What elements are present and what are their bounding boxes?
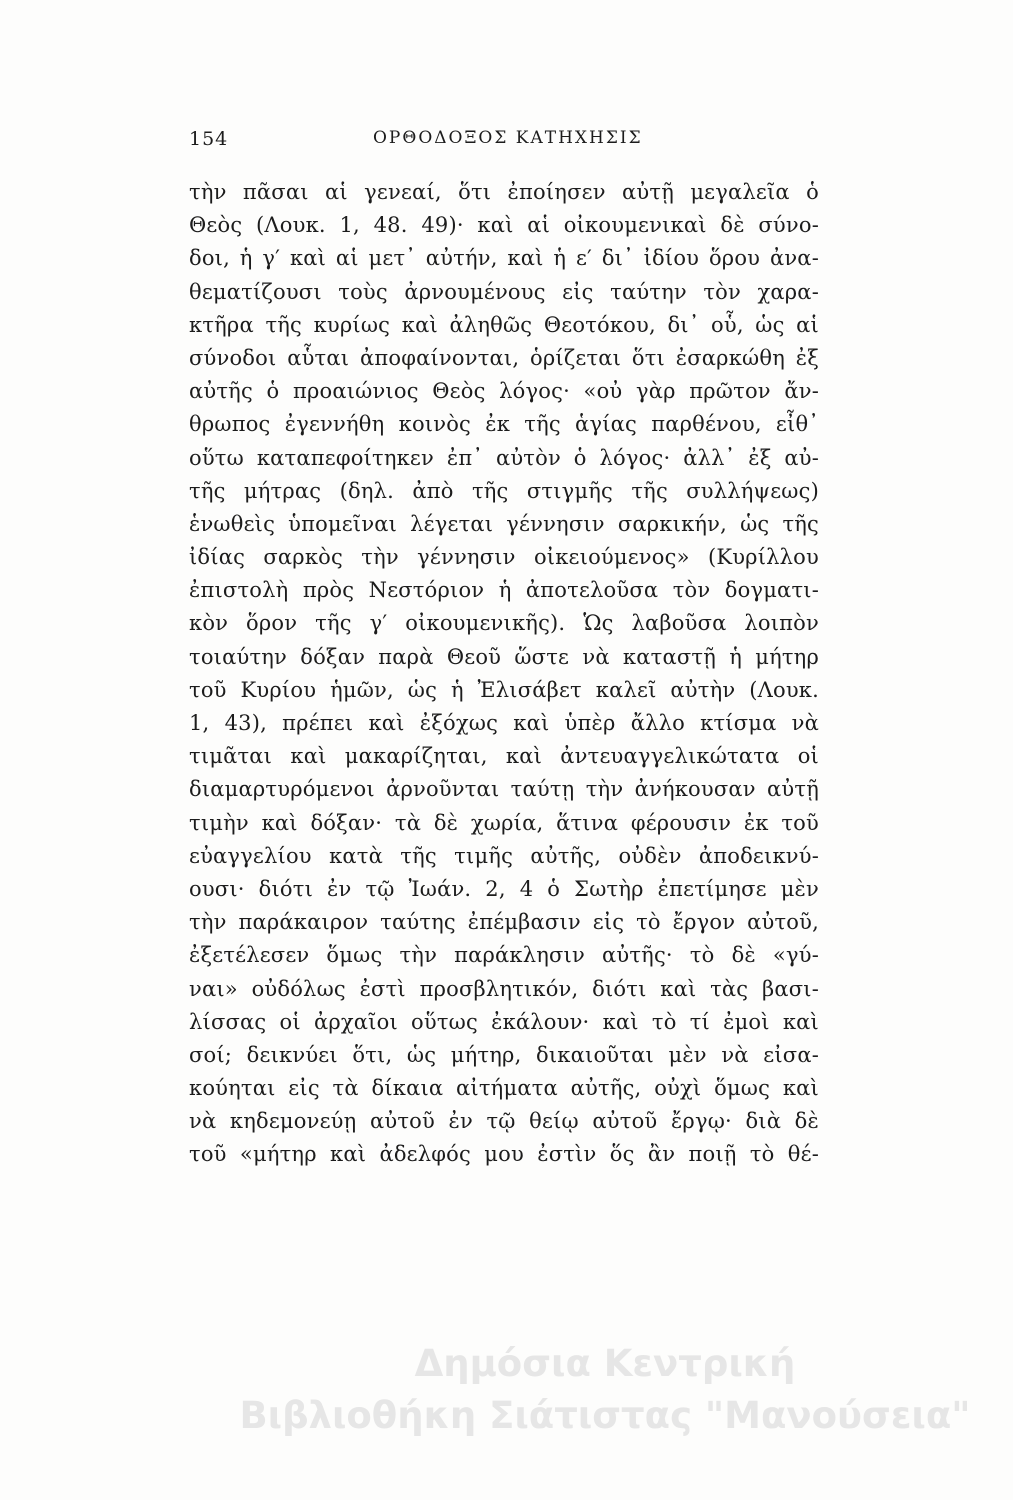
text-line: τιμᾶται καὶ μακαρίζηται, καὶ ἀντευαγγελικώτατα οἱ (189, 744, 819, 769)
text-line: αὐτῆς ὁ προαιώνιος Θεὸς λόγος· «οὐ γὰρ πρῶτον ἄν- (189, 379, 819, 404)
text-line: σοί; δεικνύει ὅτι, ὡς μήτηρ, δικαιοῦται μὲν νὰ εἰσα- (189, 1042, 819, 1067)
text-line: τῆς μήτρας (δηλ. ἀπὸ τῆς στιγμῆς τῆς συλλήψεως) (189, 478, 819, 503)
library-watermark (225, 1338, 985, 1442)
text-line: εὐαγγελίου κατὰ τῆς τιμῆς αὐτῆς, οὐδὲν ἀποδεικνύ- (189, 843, 819, 868)
text-line: τοῦ Κυρίου ἡμῶν, ὡς ἡ Ἐλισάβετ καλεῖ αὐτὴν (Λουκ. (189, 677, 819, 702)
running-title: ΟΡΘΟΔΟΞΟΣ ΚΑΤΗΧΗΣΙΣ (373, 128, 643, 148)
text-line: κτῆρα τῆς κυρίως καὶ ἀληθῶς Θεοτόκου, δι᾽ οὗ, ὡς αἱ (189, 312, 819, 337)
text-line: ἑνωθεὶς ὑπομεῖναι λέγεται γέννησιν σαρκικήν, ὡς τῆς (189, 511, 819, 536)
text-line: τοιαύτην δόξαν παρὰ Θεοῦ ὥστε νὰ καταστῇ ἡ μήτηρ (189, 644, 819, 669)
text-line: θεματίζουσι τοὺς ἀρνουμένους εἰς ταύτην τὸν χαρα- (189, 279, 819, 304)
text-line: 1, 43), πρέπει καὶ ἐξόχως καὶ ὑπὲρ ἄλλο κτίσμα νὰ (189, 711, 819, 735)
text-line: δοι, ἡ γ′ καὶ αἱ μετ᾽ αὐτήν, καὶ ἡ ε′ δι᾽ ἰδίου ὅρου ἀνα- (189, 246, 819, 271)
text-line: ἰδίας σαρκὸς τὴν γέννησιν οἰκειούμενος» (Κυρίλλου (189, 545, 819, 570)
text-line: θρωπος ἐγεννήθη κοινὸς ἐκ τῆς ἁγίας παρθένου, εἶθ᾽ (189, 412, 819, 437)
watermark-line-1: Δημόσια Κεντρική (414, 1342, 796, 1385)
page-header (189, 128, 819, 158)
text-line: ουσι· διότι ἐν τῷ Ἰωάν. 2, 4 ὁ Σωτὴρ ἐπετίμησε μὲν (189, 876, 819, 901)
text-line: οὕτω καταπεφοίτηκεν ἐπ᾽ αὐτὸν ὁ λόγος· ἀλλ᾽ ἐξ αὐ- (189, 445, 819, 470)
text-line: διαμαρτυρόμενοι ἀρνοῦνται ταύτῃ τὴν ἀνήκουσαν αὐτῇ (189, 777, 819, 802)
text-line: κούηται εἰς τὰ δίκαια αἰτήματα αὐτῆς, οὐχὶ ὅμως καὶ (189, 1076, 819, 1101)
text-line: τὴν παράκαιρον ταύτης ἐπέμβασιν εἰς τὸ ἔργον αὐτοῦ, (189, 910, 819, 935)
text-line: ἐξετέλεσεν ὅμως τὴν παράκλησιν αὐτῆς· τὸ δὲ «γύ- (189, 943, 819, 968)
text-line: λίσσας οἱ ἀρχαῖοι οὕτως ἐκάλουν· καὶ τὸ τί ἐμοὶ καὶ (189, 1009, 819, 1034)
text-line: Θεὸς (Λουκ. 1, 48. 49)· καὶ αἱ οἰκουμενικαὶ δὲ σύνο- (189, 213, 819, 238)
text-line: ναι» οὐδόλως ἐστὶ προσβλητικόν, διότι καὶ τὰς βασι- (189, 976, 819, 1001)
watermark-line-2: Βιβλιοθήκη Σιάτιστας "Μανούσεια" (239, 1394, 971, 1437)
text-line: σύνοδοι αὗται ἀποφαίνονται, ὁρίζεται ὅτι ἐσαρκώθη ἐξ (189, 345, 819, 370)
text-line: νὰ κηδεμονεύῃ αὐτοῦ ἐν τῷ θείῳ αὐτοῦ ἔργῳ· διὰ δὲ (189, 1109, 819, 1134)
text-line: τιμὴν καὶ δόξαν· τὰ δὲ χωρία, ἅτινα φέρουσιν ἐκ τοῦ (189, 810, 819, 835)
text-line: ἐπιστολὴ πρὸς Νεστόριον ἡ ἀποτελοῦσα τὸν δογματι- (189, 578, 819, 603)
text-line: κὸν ὅρον τῆς γ′ οἰκουμενικῆς). Ὡς λαβοῦσα λοιπὸν (189, 611, 819, 636)
text-line: τὴν πᾶσαι αἱ γενεαί, ὅτι ἐποίησεν αὐτῇ μεγαλεῖα ὁ (189, 180, 819, 204)
text-line: τοῦ «μήτηρ καὶ ἀδελφός μου ἐστὶν ὅς ἂν ποιῇ τὸ θέ- (189, 1142, 819, 1167)
body-text (189, 176, 819, 1172)
page-number: 154 (189, 128, 229, 150)
